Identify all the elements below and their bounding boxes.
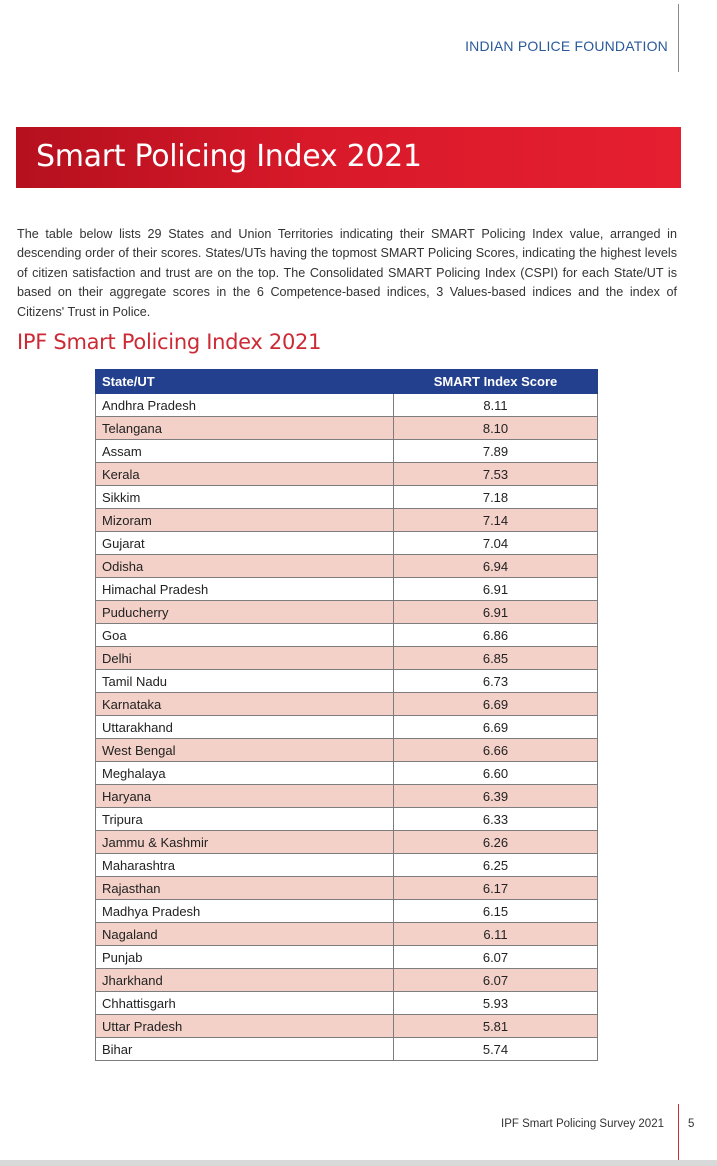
score-cell: 6.91 [394, 578, 598, 601]
table-row [96, 854, 598, 877]
page-title: Smart Policing Index 2021 [36, 139, 422, 174]
state-cell: Meghalaya [96, 762, 394, 785]
table-row [96, 693, 598, 716]
header-divider [678, 4, 679, 72]
score-cell: 7.89 [394, 440, 598, 463]
state-cell: Assam [96, 440, 394, 463]
score-cell: 7.18 [394, 486, 598, 509]
state-cell: Odisha [96, 555, 394, 578]
score-cell: 6.25 [394, 854, 598, 877]
table-row [96, 601, 598, 624]
score-cell: 6.26 [394, 831, 598, 854]
score-cell: 6.07 [394, 946, 598, 969]
table-row [96, 992, 598, 1015]
table-row [96, 624, 598, 647]
state-cell: Uttarakhand [96, 716, 394, 739]
state-cell: Delhi [96, 647, 394, 670]
score-cell: 6.33 [394, 808, 598, 831]
state-cell: Jharkhand [96, 969, 394, 992]
state-cell: Telangana [96, 417, 394, 440]
score-cell: 7.53 [394, 463, 598, 486]
score-cell: 8.10 [394, 417, 598, 440]
table-row [96, 463, 598, 486]
score-cell: 6.11 [394, 923, 598, 946]
state-cell: Tripura [96, 808, 394, 831]
table-row [96, 417, 598, 440]
score-cell: 6.66 [394, 739, 598, 762]
table-row [96, 486, 598, 509]
state-cell: Punjab [96, 946, 394, 969]
score-cell: 6.85 [394, 647, 598, 670]
table-row [96, 785, 598, 808]
table-row [96, 762, 598, 785]
table-row [96, 831, 598, 854]
state-cell: Maharashtra [96, 854, 394, 877]
state-column-header: State/UT [96, 370, 394, 394]
state-cell: Rajasthan [96, 877, 394, 900]
smart-index-table [95, 369, 598, 1061]
state-cell: Himachal Pradesh [96, 578, 394, 601]
score-cell: 8.11 [394, 394, 598, 417]
page-bottom-edge [0, 1160, 717, 1166]
state-cell: Mizoram [96, 509, 394, 532]
state-cell: Haryana [96, 785, 394, 808]
score-cell: 6.73 [394, 670, 598, 693]
state-cell: Bihar [96, 1038, 394, 1061]
score-cell: 6.86 [394, 624, 598, 647]
state-cell: Chhattisgarh [96, 992, 394, 1015]
score-cell: 6.69 [394, 716, 598, 739]
score-cell: 5.93 [394, 992, 598, 1015]
table-row [96, 670, 598, 693]
score-cell: 6.94 [394, 555, 598, 578]
table-row [96, 1015, 598, 1038]
state-cell: Karnataka [96, 693, 394, 716]
table-row [96, 1038, 598, 1061]
intro-paragraph: The table below lists 29 States and Union Territories indicating their SMART Policing Index value, arranged in descending order of their scores. States/UTs having the topmost SMART Policing Scores, indicating the highest levels of citizen satisfaction and trust are on the top. The Consolidated SMART Policing Index (CSPI) for each State/UT is based on their aggregate scores in the 6 Competence-based indices, 3 Values-based indices and the index of Citizens' Trust in Police. [17, 226, 677, 319]
table-row [96, 808, 598, 831]
score-cell: 7.14 [394, 509, 598, 532]
table-row [96, 739, 598, 762]
state-cell: Tamil Nadu [96, 670, 394, 693]
footer-survey-name: IPF Smart Policing Survey 2021 [501, 1118, 664, 1130]
table-row [96, 509, 598, 532]
table-row [96, 647, 598, 670]
table-row [96, 923, 598, 946]
state-cell: Puducherry [96, 601, 394, 624]
score-column-header: SMART Index Score [394, 370, 598, 394]
state-cell: Madhya Pradesh [96, 900, 394, 923]
table-row [96, 532, 598, 555]
score-cell: 6.39 [394, 785, 598, 808]
state-cell: Sikkim [96, 486, 394, 509]
score-cell: 5.81 [394, 1015, 598, 1038]
score-cell: 6.91 [394, 601, 598, 624]
table-row [96, 900, 598, 923]
table-row [96, 440, 598, 463]
score-cell: 6.07 [394, 969, 598, 992]
table-row [96, 969, 598, 992]
section-title: IPF Smart Policing Index 2021 [17, 330, 322, 354]
table-row [96, 716, 598, 739]
score-cell: 7.04 [394, 532, 598, 555]
state-cell: Goa [96, 624, 394, 647]
table-row [96, 946, 598, 969]
score-cell: 6.60 [394, 762, 598, 785]
state-cell: Gujarat [96, 532, 394, 555]
score-cell: 6.15 [394, 900, 598, 923]
table-row [96, 394, 598, 417]
footer-divider [678, 1104, 679, 1160]
state-cell: West Bengal [96, 739, 394, 762]
title-banner [16, 127, 681, 188]
organization-name: INDIAN POLICE FOUNDATION [465, 38, 668, 54]
table-row [96, 877, 598, 900]
page-number: 5 [688, 1118, 695, 1130]
score-cell: 5.74 [394, 1038, 598, 1061]
table-row [96, 555, 598, 578]
state-cell: Andhra Pradesh [96, 394, 394, 417]
state-cell: Jammu & Kashmir [96, 831, 394, 854]
state-cell: Uttar Pradesh [96, 1015, 394, 1038]
table-body [96, 394, 598, 1061]
state-cell: Nagaland [96, 923, 394, 946]
table-row [96, 578, 598, 601]
score-cell: 6.17 [394, 877, 598, 900]
state-cell: Kerala [96, 463, 394, 486]
table-header-row [96, 370, 598, 394]
score-cell: 6.69 [394, 693, 598, 716]
